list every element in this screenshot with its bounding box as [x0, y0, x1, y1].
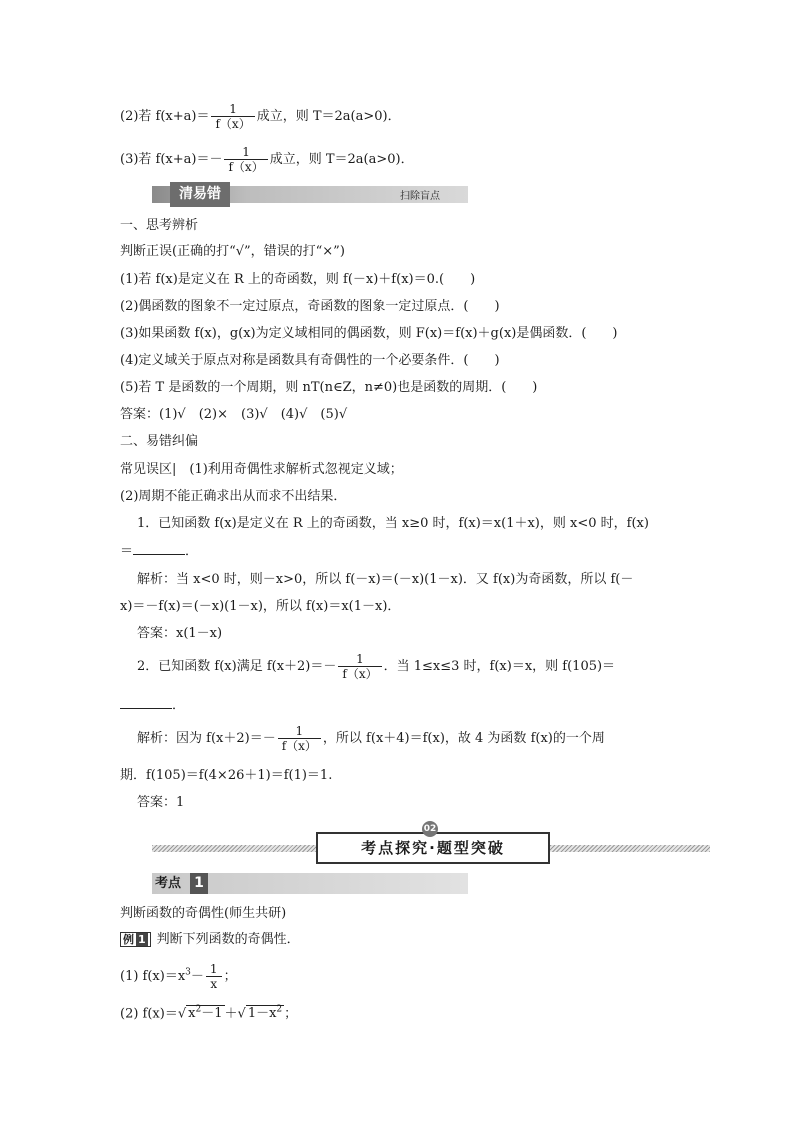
solution: 解析：当 x<0 时，则－x>0，所以 f(－x)＝(－x)(1－x)．又 f(x)为奇函数，所以 f(－: [137, 572, 634, 587]
example-line: 例 1 判断下列函数的奇偶性．: [120, 930, 300, 950]
kaodian-title: 判断函数的奇偶性(师生共研): [120, 906, 287, 921]
judge-item: (5)若 T 是函数的一个周期，则 nT(n∈Z，n≠0)也是函数的周期．( ): [120, 380, 538, 395]
section-banner-title: 清易错: [170, 182, 230, 207]
fraction: $\frac{1}{f(x)}$: [224, 145, 267, 174]
chapter-number: 02: [422, 821, 438, 837]
chapter-banner: 考点探究·题型突破: [316, 832, 550, 864]
judge-item: (3)如果函数 f(x)，g(x)为定义域相同的偶函数，则 F(x)＝f(x)＋g(x)是偶函数．( ): [120, 326, 618, 341]
solution: 解析：因为 f(x＋2)＝－ $\frac{1}{f(x)}$ ，所以 f(x＋4)＝f(x)，故 4 为函数 f(x)的一个周: [137, 724, 605, 753]
section-heading: 二、易错纠偏: [120, 434, 199, 449]
radical: $1-x^2$: [247, 1005, 283, 1022]
fraction: $\frac{1}{f(x)}$: [278, 724, 321, 753]
fraction: $\frac{1}{f(x)}$: [211, 102, 254, 131]
judge-item: (4)定义域关于原点对称是函数具有奇偶性的一个必要条件．( ): [120, 353, 500, 368]
formula-item-2: (2)若 f(x+a)＝ $\frac{1}{f(x)}$ 成立，则 T＝2a(a>0)．: [120, 102, 401, 131]
answer-blank: [120, 696, 172, 709]
formula-item-3: (3)若 f(x+a)＝－ $\frac{1}{f(x)}$ 成立，则 T＝2a(a>0)．: [120, 145, 414, 174]
fraction: $\frac{1}{f(x)}$: [338, 652, 381, 681]
section-heading: 一、思考辨析: [120, 218, 199, 233]
fraction: $\frac{1}{x}$: [206, 962, 222, 991]
judge-item: (2)偶函数的图象不一定过原点，奇函数的图象一定过原点．( ): [120, 299, 500, 314]
kaodian-number: 1: [190, 873, 208, 894]
question-2: 2．已知函数 f(x)满足 f(x＋2)＝－ $\frac{1}{f(x)}$ ．当 1≤x≤3 时，f(x)＝x，则 f(105)＝: [137, 652, 616, 681]
function-1: (1) $f(x)=x^3-$ $\frac{1}{x}$ ；: [120, 962, 237, 991]
banner-divider: [546, 845, 710, 852]
banner-divider: [152, 845, 316, 852]
instruction: 判断正误(正确的打“√”，错误的打“×”): [120, 244, 345, 259]
answer-blank: [133, 542, 185, 555]
solution: x)＝－f(x)＝(－x)(1－x)，所以 f(x)＝x(1－x)．: [120, 599, 401, 614]
question-1: 1．已知函数 f(x)是定义在 R 上的奇函数，当 x≥0 时，f(x)＝x(1＋x)，则 x<0 时，f(x): [137, 516, 649, 531]
solution: 期．f(105)＝f(4×26＋1)＝f(1)＝1.: [120, 768, 333, 783]
kaodian-label: 考点: [155, 876, 182, 891]
function-2: (2) f(x)＝√ $x^2-1$ ＋√ $1-x^2$ ；: [120, 1005, 298, 1022]
radical: $x^2-1$: [188, 1005, 223, 1022]
answer: 答案：1: [137, 795, 185, 810]
question-1-blank-line: ＝ ．: [120, 544, 199, 559]
judge-item: (1)若 f(x)是定义在 R 上的奇函数，则 f(－x)＋f(x)＝0.( ): [120, 272, 476, 287]
misconception: (2)周期不能正确求出从而求不出结果．: [120, 489, 347, 504]
answer: 答案：(1)√ (2)× (3)√ (4)√ (5)√: [120, 407, 348, 422]
misconception: 常见误区| (1)利用奇偶性求解析式忽视定义域；: [120, 462, 403, 477]
answer: 答案：x(1－x): [137, 626, 223, 641]
section-banner-subtitle: 扫除盲点: [400, 191, 440, 202]
example-tag: 例 1: [120, 932, 151, 947]
question-2-blank-line: ．: [120, 696, 185, 716]
